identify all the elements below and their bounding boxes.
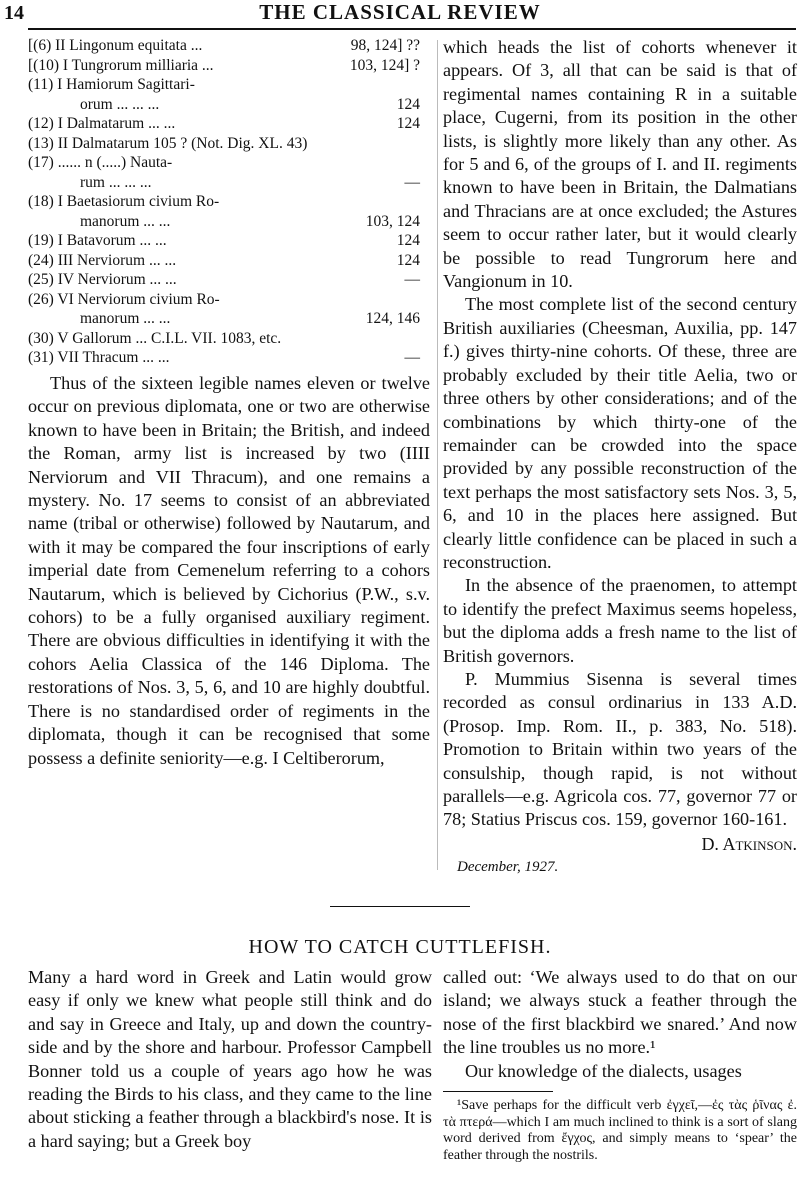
right-paragraph: In the absence of the praenomen, to attempt to identify the prefect Maximus seems hopeless, but the diploma adds a fresh name to the list of British governors. xyxy=(443,575,797,666)
cuttlefish-paragraph: Our knowledge of the dialects, usages xyxy=(465,1060,742,1081)
cuttlefish-paragraph: called out: ‘We always used to do that on our island; we always stuck a feather through the nose of the first blackbird we snared.’ And now the line troubles us no more.¹ xyxy=(443,967,797,1058)
cohort-list-row xyxy=(28,231,428,251)
cohort-reference: 98, 124] ?? xyxy=(350,37,420,54)
cohort-name: rum ... ... ... xyxy=(80,173,152,191)
page-number: 14 xyxy=(4,2,24,24)
article-date: December, 1927. xyxy=(457,858,559,875)
right-paragraph: P. Mummius Sisenna is several times recorded as consul ordinarius in 133 A.D. (Prosop. Imp. Rom. II., p. 383, No. 518). Promotion to Britain within two years of the consulship, though rapid, is not without parallels—e.g. Agricola cos. 77, governor 77 or 78; Statius Priscus cos. 159, governor 160-161. xyxy=(443,668,797,830)
cohort-name: (17) ...... n (.....) Nauta- xyxy=(28,154,173,171)
cohort-name: (19) I Batavorum ... ... xyxy=(28,232,167,249)
cohort-list-row xyxy=(28,348,428,368)
section-title: HOW TO CATCH CUTTLEFISH. xyxy=(248,936,552,958)
cohort-list-row xyxy=(28,309,428,329)
cohort-name: [(10) I Tungrorum milliaria ... xyxy=(28,56,214,74)
cohort-name: (31) VII Thracum ... ... xyxy=(28,349,170,366)
cohort-name: (18) I Baetasiorum civium Ro- xyxy=(28,193,220,210)
cohort-list-row xyxy=(28,212,428,232)
cohort-name: orum ... ... ... xyxy=(80,95,160,113)
right-paragraph: which heads the list of cohorts whenever it appears. Of 3, all that can be said is that of regimental names containing R in a suitable place, Cugerni, from its position in the other lists, is slightly more likely than any other. As for 5 and 6, of the groups of I. and II. regiments known to have been in Britain, the Dalmatians and Thracians are at once excluded; the Astures seem to occur rather later, but it would clearly be possible to read Tungrorum here and Vangionum in 10. xyxy=(443,37,797,292)
footnote-text: ¹Save perhaps for the difficult verb ἐγχεῖ,—ἐς τὰς ῥῖνας ἐ. τὰ πτερά—which I am much inclined to think is a sort of slang word derived from ἔγχος, and simply means to ‘spear’ the feather through the nostrils. xyxy=(443,1098,797,1163)
column-divider xyxy=(437,40,438,870)
journal-title: THE CLASSICAL REVIEW xyxy=(259,0,541,24)
cohort-list-row xyxy=(28,114,428,134)
cohort-list-row xyxy=(28,75,428,95)
author-signature: D. Atkinson. xyxy=(701,833,797,854)
cohort-name: (24) III Nerviorum ... ... xyxy=(28,251,177,269)
cohort-list-row xyxy=(28,192,428,212)
cohort-list-row xyxy=(28,153,428,173)
cohort-name: (11) I Hamiorum Sagittari- xyxy=(28,76,195,93)
cohort-reference: 124 xyxy=(396,232,420,249)
right-paragraph: The most complete list of the second century British auxiliaries (Cheesman, Auxilia, pp. 147 f.) gives thirty-nine cohorts. Of these, three are probably excluded by their title Aelia, two or three others by other considerations; and of the combinations by which thirty-one of the remainder can be crowded into the space provided by any possible reconstruction of the text perhaps the most satisfactory sets Nos. 3, 5, 6, and 10 in the places here assigned. But clearly little confidence can be placed in such a reconstruction. xyxy=(443,294,797,572)
header-rule xyxy=(28,28,796,30)
cohort-name: (12) I Dalmatarum ... ... xyxy=(28,115,176,132)
cohort-list-row xyxy=(28,56,428,76)
cohort-reference: 124 xyxy=(396,115,420,132)
cohort-name: manorum ... ... xyxy=(80,212,171,230)
left-column xyxy=(28,372,430,770)
cohort-list xyxy=(28,36,428,368)
cohort-list-row xyxy=(28,36,428,56)
cohort-reference: — xyxy=(404,173,420,191)
cohort-reference: 124 xyxy=(396,251,420,269)
cuttlefish-right-column xyxy=(443,966,797,1164)
section-rule xyxy=(330,906,470,907)
cohort-name: (30) V Gallorum ... C.I.L. VII. 1083, etc. xyxy=(28,329,282,347)
cohort-list-row xyxy=(28,270,428,290)
cohort-name: manorum ... ... xyxy=(80,310,171,327)
cuttlefish-paragraph: Many a hard word in Greek and Latin would grow easy if only we knew what people still think and do and say in Greece and Italy, up and down the country-side and by the shore and harbour. Professor Campbell Bonner told us a couple of years ago how he was reading the Birds to his class, and they came to the line about sticking a feather through a blackbird's nose. It is a hard saying; but a Greek boy xyxy=(28,967,432,1151)
cohort-list-row xyxy=(28,329,428,349)
cohort-list-row xyxy=(28,134,428,154)
cohort-reference: — xyxy=(404,271,420,288)
cohort-name: [(6) II Lingonum equitata ... xyxy=(28,37,203,54)
cohort-reference: — xyxy=(404,349,420,366)
footnote xyxy=(443,1098,797,1164)
cohort-list-row xyxy=(28,290,428,310)
footnote-rule xyxy=(443,1091,553,1092)
cohort-reference: 124 xyxy=(396,95,420,113)
cohort-reference: 124, 146 xyxy=(365,310,420,327)
cohort-reference: 103, 124 xyxy=(365,212,420,230)
left-paragraph: Thus of the sixteen legible names eleven or twelve occur on previous diplomata, one or two are otherwise known to have been in Britain; the British, and indeed the Roman, army list is increased by two (IIII Nerviorum and VII Thracum), and one remains a mystery. No. 17 seems to consist of an abbreviated name (tribal or otherwise) followed by Nautarum, and with it may be compared the four inscriptions of early imperial date from Cemenelum referring to a cohors Nautarum, which is believed by Cichorius (P.W., s.v. cohors) to be a fully organised auxiliary regiment. There are obvious difficulties in identifying it with the cohors Aelia Classica of the 146 Diploma. The restorations of Nos. 3, 5, 6, and 10 are highly doubtful. There is no standardised order of regiments in the diplomata, though it can be recognised that some possess a definite seniority—e.g. I Celtiberorum, xyxy=(28,373,430,768)
cohort-list-row xyxy=(28,173,428,193)
cohort-list-row xyxy=(28,251,428,271)
cohort-name: (13) II Dalmatarum 105 ? (Not. Dig. XL. 43) xyxy=(28,134,308,152)
cuttlefish-left-column xyxy=(28,966,432,1153)
cohort-reference: 103, 124] ? xyxy=(349,56,420,74)
cohort-list-row xyxy=(28,95,428,115)
right-column xyxy=(443,36,797,876)
cohort-name: (26) VI Nerviorum civium Ro- xyxy=(28,290,220,308)
cohort-name: (25) IV Nerviorum ... ... xyxy=(28,271,177,288)
